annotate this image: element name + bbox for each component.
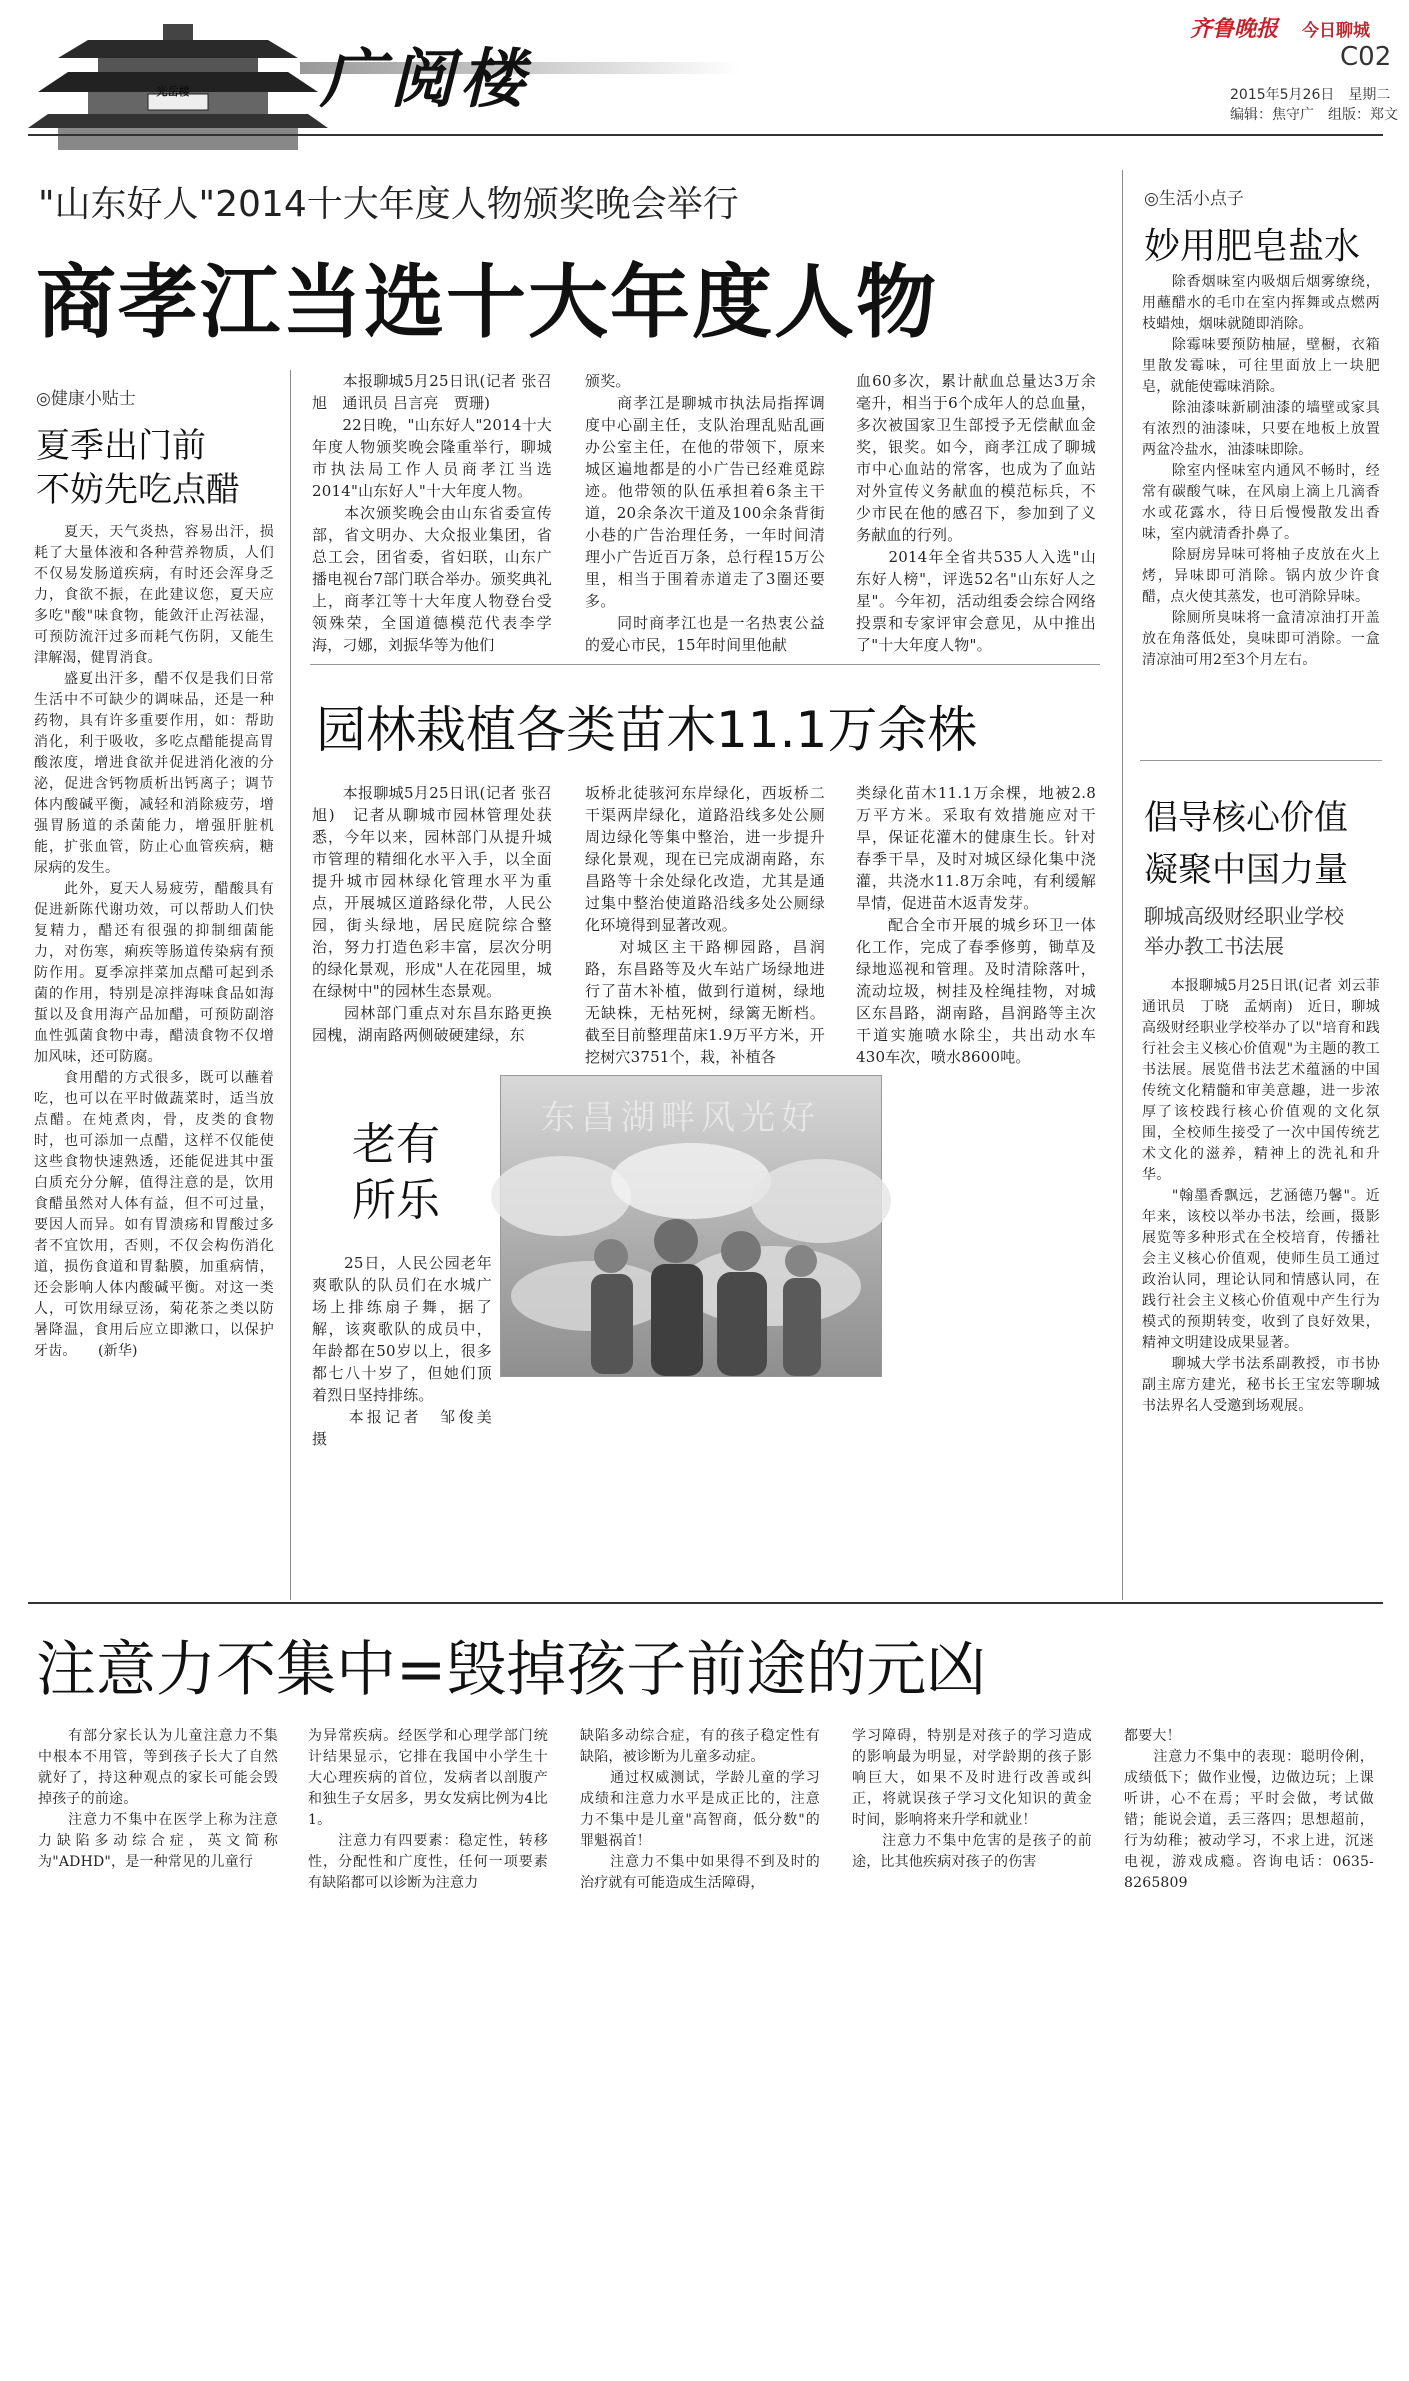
- adhd-top-rule: [28, 1602, 1383, 1604]
- paper-name: 齐鲁晚报: [1190, 17, 1279, 42]
- adhd-col-3: 缺陷多动综合症，有的孩子稳定性有缺陷，被诊断为儿童多动症。 通过权威测试，学龄儿童的学习成绩和注意力水平是成正比的，注意力不集中是儿童"高智商，低分数"的罪魁祸首！ 注意力不集中如果得不到及时的治疗就有可能造成生活障碍，: [580, 1728, 820, 1891]
- main-story-col-1: 本报聊城5月25日讯(记者 张召旭 通讯员 吕言亮 贾珊) 22日晚，"山东好人"2014十大年度人物颁奖晚会隆重举行，聊城市执法局工作人员商孝江当选2014"山东好人"十大年度人物。 本次颁奖晚会由山东省委宣传部，省文明办、大众报业集团，省总工会，团省委，省妇联，山东广播电视台7部门联合举办。颁奖典礼上，商孝江等十大年度人物登台受领殊荣，全国道德模范代表李学海，刁娜，刘振华等为他们: [312, 372, 552, 654]
- plaque-text: 光岳楼: [156, 85, 190, 98]
- garden-col-1: 本报聊城5月25日讯(记者 张召旭) 记者从聊城市园林管理处获悉，今年以来，园林部门从提升城市管理的精细化水平入手，以全面提升城市园林绿化管理水平为重点，开展城区道路绿化带，人民公园，街头绿地，居民庭院综合整治，努力打造色彩丰富，层次分明的绿化景观，形成"人在花园里，城在绿树中"的园林生态景观。 园林部门重点对东昌东路更换园槐，湖南路两侧破硬建绿，东: [312, 784, 552, 1044]
- values-subhead-2: 举办教工书法展: [1144, 934, 1284, 958]
- values-headline-2: 凝聚中国力量: [1144, 850, 1348, 890]
- main-story-col-3: 血60多次，累计献血总量达3万余毫升，相当于6个成年人的总血量，多次被国家卫生部授予无偿献血金奖，银奖。如今，商孝江成了聊城市中心血站的常客，也成为了血站对外宣传义务献血的模范标兵，不少市民在他的感召下，参加到了义务献血的行列。 2014年全省共535人入选"山东好人榜"，评选52名"山东好人之星"。今年初，活动组委会综合网络投票和专家评审会意见，从中推出了"十大年度人物"。: [856, 372, 1096, 654]
- values-body: 本报聊城5月25日讯(记者 刘云菲 通讯员 丁晓 孟炳南) 近日，聊城高级财经职业学校举办了以"培育和践行社会主义核心价值观"为主题的教工书法展。展览借书法艺术蕴涵的中国传统文化精髓和审美意趣，进一步浓厚了该校践行核心价值观的文化氛围，全校师生接受了一次中国传统艺术文化的滋养，精神上的洗礼和升华。 "翰墨香飘远，艺涵德乃馨"。近年来，该校以举办书法，绘画，摄影展览等多种形式在全校培育，传播社会主义核心价值观，使师生员工通过政治认同，理论认同和情感认同，在践行社会主义核心价值观中产生行为模式的预期转变，收到了良好效果，精神文明建设成果显著。 聊城大学书法系副教授，市书协副主席方建光，秘书长王宝宏等聊城书法界名人受邀到场观展。: [1142, 978, 1380, 1414]
- masthead-rule: [28, 134, 1383, 136]
- adhd-col-4: 学习障碍，特别是对孩子的学习造成的影响最为明显，对学龄期的孩子影响巨大，如果不及时进行改善或纠正，将就误孩子学习文化知识的黄金时间，影响将来升学和就业！ 注意力不集中危害的是孩子的前途，比其他疾病对孩子的伤害: [852, 1728, 1092, 1870]
- main-kicker: "山东好人"2014十大年度人物颁奖晚会举行: [38, 184, 739, 225]
- left-column-divider: [290, 370, 291, 1600]
- main-headline: 商孝江当选十大年度人物: [36, 256, 938, 349]
- values-top-rule: [1140, 760, 1382, 761]
- page-code: C02: [1340, 42, 1392, 72]
- fan-dance-photo: [500, 1075, 882, 1377]
- values-subhead-1: 聊城高级财经职业学校: [1144, 904, 1344, 928]
- adhd-headline: 注意力不集中=毁掉孩子前途的元凶: [36, 1635, 987, 1705]
- photo-headline-2: 所乐: [352, 1175, 440, 1226]
- health-tag: ◎健康小贴士: [36, 389, 136, 409]
- editor-line: 编辑：焦守广 组版：郑文: [1230, 107, 1398, 123]
- adhd-col-1: 有部分家长认为儿童注意力不集中根本不用管，等到孩子长大了自然就好了，持这种观点的家长可能会毁掉孩子的前途。 注意力不集中在医学上称为注意力缺陷多动综合症，英文简称为"ADHD"，是一种常见的儿童行: [38, 1728, 278, 1870]
- edition-name: 今日聊城: [1302, 21, 1370, 41]
- adhd-col-5: 都要大！ 注意力不集中的表现：聪明伶俐，成绩低下；做作业慢，边做边玩；上课听讲，心不在焉；平时会做，考试做错；能说会道，丢三落四；思想超前，行为幼稚；被动学习，不求上进，沉迷电视，游戏成瘾。咨询电话：0635-8265809: [1124, 1728, 1374, 1891]
- garden-headline: 园林栽植各类苗木11.1万余株: [316, 701, 978, 759]
- main-story-col-2: 颁奖。 商孝江是聊城市执法局指挥调度中心副主任，支队治理乱贴乱画办公室主任，在他的带领下，原来城区遍地都是的小广告已经难觅踪迹。他带领的队伍承担着6条主干道，20余条次干道及100余条背街小巷的广告治理任务，一年时间清理小广告近百万条，总行程15万公里，相当于围着赤道走了3圈还要多。 同时商孝江也是一名热衷公益的爱心市民，15年时间里他献: [585, 372, 825, 654]
- photo-banner-text: 东昌湖畔风光好: [541, 1098, 821, 1138]
- pagoda-illustration: [28, 10, 328, 150]
- tips-tag: ◎生活小点子: [1144, 189, 1244, 209]
- garden-col-3: 类绿化苗木11.1万余棵，地被2.8万平方米。采取有效措施应对干旱，保证花灌木的健康生长。针对春季干旱，及时对城区绿化集中浇灌，共浇水11.8万余吨，有利缓解旱情，促进苗木返青发芽。 配合全市开展的城乡环卫一体化工作，完成了春季修剪，锄草及绿地巡视和管理。及时清除落叶，流动垃圾，树挂及栓绳挂物，对城区东昌路，湖南路，昌润路等主次干道实施喷水除尘，共出动水车430车次，喷水8600吨。: [856, 784, 1096, 1066]
- photo-headline-1: 老有: [352, 1119, 440, 1170]
- right-column-divider: [1122, 170, 1123, 1600]
- tips-body: 除香烟味室内吸烟后烟雾缭绕，用蘸醋水的毛巾在室内挥舞或点燃两枝蜡烛，烟味就随即消除。 除霉味要预防柚屉，壁橱，衣箱里散发霉味，可往里面放上一块肥皂，就能使霉味消除。 除油漆味新刷油漆的墙壁或家具有浓烈的油漆味，只要在地板上放置两盆冷盐水，油漆味即除。 除室内怪味室内通风不畅时，经常有碳酸气味，在风扇上滴上几滴香水或花露水，待日后慢慢散发出香味，室内就清香扑鼻了。 除厨房异味可将柚子皮放在火上烤，异味即可消除。锅内放少许食醋，点火使其蒸发，也可消除异味。 除厕所臭味将一盒清凉油打开盖放在角落低处，臭味即可消除。一盒清凉油可用2至3个月左右。: [1142, 274, 1380, 668]
- section-title: 广阅楼: [320, 42, 530, 117]
- pagoda-icon: [28, 10, 328, 150]
- health-body: 夏天，天气炎热，容易出汗，损耗了大量体液和各种营养物质，人们不仅易发肠道疾病，有时还会浑身乏力，食欲不振，在此建议您，夏天应多吃"酸"味食物，能敛汗止泻祛湿，可预防流汗过多而耗气伤阴，又能生津解渴，健胃消食。 盛夏出汗多，醋不仅是我们日常生活中不可缺少的调味品，还是一种药物，具有许多重要作用，如：帮助消化，利于吸收，多吃点醋能提高胃酸浓度，增进食欲并促进消化液的分泌，促进含钙物质析出钙离子；调节体内酸碱平衡，减轻和消除疲劳，增强胃肠道的杀菌能力，增强肝脏机能，扩张血管，防止心血管疾病，糖尿病的发生。 此外，夏天人易疲劳，醋酸具有促进新陈代谢功效，可以帮助人们快复精力，醋还有很强的抑制细菌能力，对伤寒，痢疾等肠道传染病有预防作用。夏季凉拌菜加点醋可起到杀菌的作用，特别是凉拌海味食品如海蜇以及食用海产品加醋，可预防副溶血性弧菌食物中毒，醋渍食物不仅增加风味，还可防腐。 食用醋的方式很多，既可以蘸着吃，也可以在平时做蔬菜时，适当放点醋。在炖煮肉，骨，皮类的食物时，也可添加一点醋，这样不仅能使这些食物快速熟透，还能促进其中蛋白质充分分解，值得注意的是，饮用食醋虽然对人体有益，但不可过量，要因人而异。如有胃溃疡和胃酸过多者不宜饮用，否则，不仅会构伤消化道，损伤食道和胃黏膜，加重病情，还会影响人体内酸碱平衡。对这一类人，可饮用绿豆汤，菊花茶之类以防暑降温，食用后应立即漱口，以保护牙齿。 (新华): [34, 524, 274, 1359]
- date-line: 2015年5月26日 星期二: [1230, 87, 1391, 103]
- health-headline-2: 不妨先吃点醋: [36, 470, 240, 510]
- health-headline-1: 夏季出门前: [36, 426, 206, 466]
- garden-col-2: 坂桥北徒骇河东岸绿化，西坂桥二干渠两岸绿化，道路沿线多处公厕周边绿化等集中整治，进一步提升绿化景观，现在已完成湖南路，东昌路等十余处绿化改造，尤其是通过集中整治使道路沿线多处公厕绿化环境得到显著改观。 对城区主干路柳园路，昌润路，东昌路等及火车站广场绿地进行了苗木补植，做到行道树，绿地无缺株，无枯死树，绿篱无断档。截至目前整理苗床1.9万平方米，开挖树穴3751个，栽，补植各: [585, 784, 825, 1066]
- garden-top-rule: [310, 664, 1100, 665]
- values-headline-1: 倡导核心价值: [1144, 798, 1348, 838]
- photo-caption: 25日，人民公园老年爽歌队的队员们在水城广场上排练扇子舞，据了解，该爽歌队的成员中，年龄都在50岁以上，很多都七八十岁了，但她们顶着烈日坚持排练。 本报记者 邹俊美 摄: [312, 1254, 492, 1448]
- adhd-col-2: 为异常疾病。经医学和心理学部门统计结果显示，它排在我国中小学生十大心理疾病的首位，发病者以剖腹产和独生子女居多，男女发病比例为4比1。 注意力有四要素：稳定性，转移性，分配性和广度性，任何一项要素有缺陷都可以诊断为注意力: [308, 1728, 548, 1891]
- tips-headline: 妙用肥皂盐水: [1144, 226, 1361, 267]
